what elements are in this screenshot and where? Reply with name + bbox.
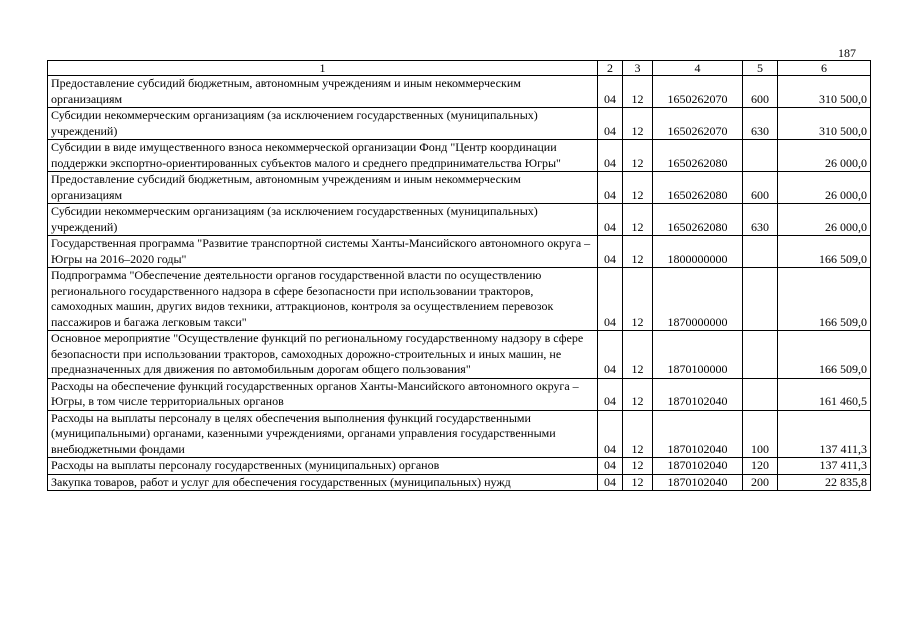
row-target-article-code: 1870102040 [653, 458, 743, 475]
row-section-code: 04 [598, 172, 623, 204]
row-section-code: 04 [598, 474, 623, 491]
row-amount: 161 460,5 [778, 378, 871, 410]
row-subsection-code: 12 [623, 76, 653, 108]
table-row [48, 474, 871, 491]
row-subsection-code: 12 [623, 268, 653, 331]
row-description: Подпрограмма "Обеспечение деятельности органов государственной власти по осуществлению регионального государственного надзора в сфере безопасности при использовании тракторов, самоходных машин, других видов техники, аттракционов, контроля за осуществлением перевозок пассажиров и багажа легковым такси" [48, 268, 598, 331]
column-header-4: 4 [653, 61, 743, 76]
table-row [48, 140, 871, 172]
row-expense-type-code [743, 268, 778, 331]
table-row [48, 268, 871, 331]
row-section-code: 04 [598, 76, 623, 108]
column-header-5: 5 [743, 61, 778, 76]
row-section-code: 04 [598, 331, 623, 379]
row-description: Субсидии некоммерческим организациям (за исключением государственных (муниципальных) учреждений) [48, 108, 598, 140]
table-row [48, 410, 871, 458]
row-subsection-code: 12 [623, 140, 653, 172]
row-description: Расходы на выплаты персоналу государственных (муниципальных) органов [48, 458, 598, 475]
row-target-article-code: 1870102040 [653, 378, 743, 410]
row-expense-type-code [743, 331, 778, 379]
row-section-code: 04 [598, 378, 623, 410]
row-expense-type-code: 600 [743, 76, 778, 108]
row-target-article-code: 1650262080 [653, 140, 743, 172]
row-expense-type-code: 630 [743, 204, 778, 236]
row-subsection-code: 12 [623, 474, 653, 491]
row-expense-type-code [743, 236, 778, 268]
page-number: 187 [838, 46, 856, 60]
row-amount: 26 000,0 [778, 140, 871, 172]
row-description: Субсидии некоммерческим организациям (за исключением государственных (муниципальных) учреждений) [48, 204, 598, 236]
row-target-article-code: 1650262070 [653, 76, 743, 108]
row-subsection-code: 12 [623, 108, 653, 140]
table-row [48, 76, 871, 108]
table-row [48, 236, 871, 268]
row-amount: 166 509,0 [778, 331, 871, 379]
row-section-code: 04 [598, 268, 623, 331]
row-amount: 137 411,3 [778, 458, 871, 475]
row-section-code: 04 [598, 410, 623, 458]
row-description: Закупка товаров, работ и услуг для обеспечения государственных (муниципальных) нужд [48, 474, 598, 491]
row-expense-type-code [743, 140, 778, 172]
row-subsection-code: 12 [623, 204, 653, 236]
row-section-code: 04 [598, 140, 623, 172]
row-expense-type-code: 100 [743, 410, 778, 458]
row-description: Предоставление субсидий бюджетным, автономным учреждениям и иным некоммерческим организациям [48, 76, 598, 108]
table-row [48, 378, 871, 410]
row-target-article-code: 1870000000 [653, 268, 743, 331]
row-expense-type-code: 200 [743, 474, 778, 491]
row-expense-type-code: 630 [743, 108, 778, 140]
row-amount: 26 000,0 [778, 204, 871, 236]
row-description: Расходы на выплаты персоналу в целях обеспечения выполнения функций государственными (муниципальными) органами, казенными учреждениями, органами управления государственными внебюджетными фондами [48, 410, 598, 458]
column-header-6: 6 [778, 61, 871, 76]
row-subsection-code: 12 [623, 410, 653, 458]
row-description: Предоставление субсидий бюджетным, автономным учреждениям и иным некоммерческим организациям [48, 172, 598, 204]
row-section-code: 04 [598, 108, 623, 140]
column-header-2: 2 [598, 61, 623, 76]
row-subsection-code: 12 [623, 331, 653, 379]
row-target-article-code: 1650262080 [653, 204, 743, 236]
row-subsection-code: 12 [623, 458, 653, 475]
row-target-article-code: 1650262070 [653, 108, 743, 140]
row-description: Государственная программа "Развитие транспортной системы Ханты-Мансийского автономного округа – Югры на 2016–2020 годы" [48, 236, 598, 268]
row-expense-type-code: 120 [743, 458, 778, 475]
row-subsection-code: 12 [623, 172, 653, 204]
column-header-3: 3 [623, 61, 653, 76]
row-target-article-code: 1870102040 [653, 474, 743, 491]
row-section-code: 04 [598, 204, 623, 236]
row-target-article-code: 1870102040 [653, 410, 743, 458]
row-amount: 22 835,8 [778, 474, 871, 491]
row-subsection-code: 12 [623, 378, 653, 410]
row-amount: 310 500,0 [778, 108, 871, 140]
budget-table [47, 60, 871, 491]
row-subsection-code: 12 [623, 236, 653, 268]
row-target-article-code: 1870100000 [653, 331, 743, 379]
table-row [48, 204, 871, 236]
row-expense-type-code [743, 378, 778, 410]
table-row [48, 172, 871, 204]
table-row [48, 458, 871, 475]
row-amount: 166 509,0 [778, 268, 871, 331]
row-amount: 310 500,0 [778, 76, 871, 108]
row-description: Расходы на обеспечение функций государственных органов Ханты-Мансийского автономного округа – Югры, в том числе территориальных органов [48, 378, 598, 410]
row-description: Основное мероприятие "Осуществление функций по региональному государственному надзору в сфере безопасности при использовании тракторов, самоходных дорожно-строительных и иных машин, не предназначенных для движения по автомобильным дорогам общего пользования" [48, 331, 598, 379]
table-header [48, 61, 871, 76]
row-target-article-code: 1650262080 [653, 172, 743, 204]
row-amount: 166 509,0 [778, 236, 871, 268]
column-header-1: 1 [48, 61, 598, 76]
row-amount: 26 000,0 [778, 172, 871, 204]
row-target-article-code: 1800000000 [653, 236, 743, 268]
header-row [48, 61, 871, 76]
table-row [48, 331, 871, 379]
row-section-code: 04 [598, 236, 623, 268]
row-section-code: 04 [598, 458, 623, 475]
row-amount: 137 411,3 [778, 410, 871, 458]
table-row [48, 108, 871, 140]
row-description: Субсидии в виде имущественного взноса некоммерческой организации Фонд "Центр координации поддержки экспортно-ориентированных субъектов малого и среднего предпринимательства Югры" [48, 140, 598, 172]
row-expense-type-code: 600 [743, 172, 778, 204]
table-body [48, 76, 871, 491]
